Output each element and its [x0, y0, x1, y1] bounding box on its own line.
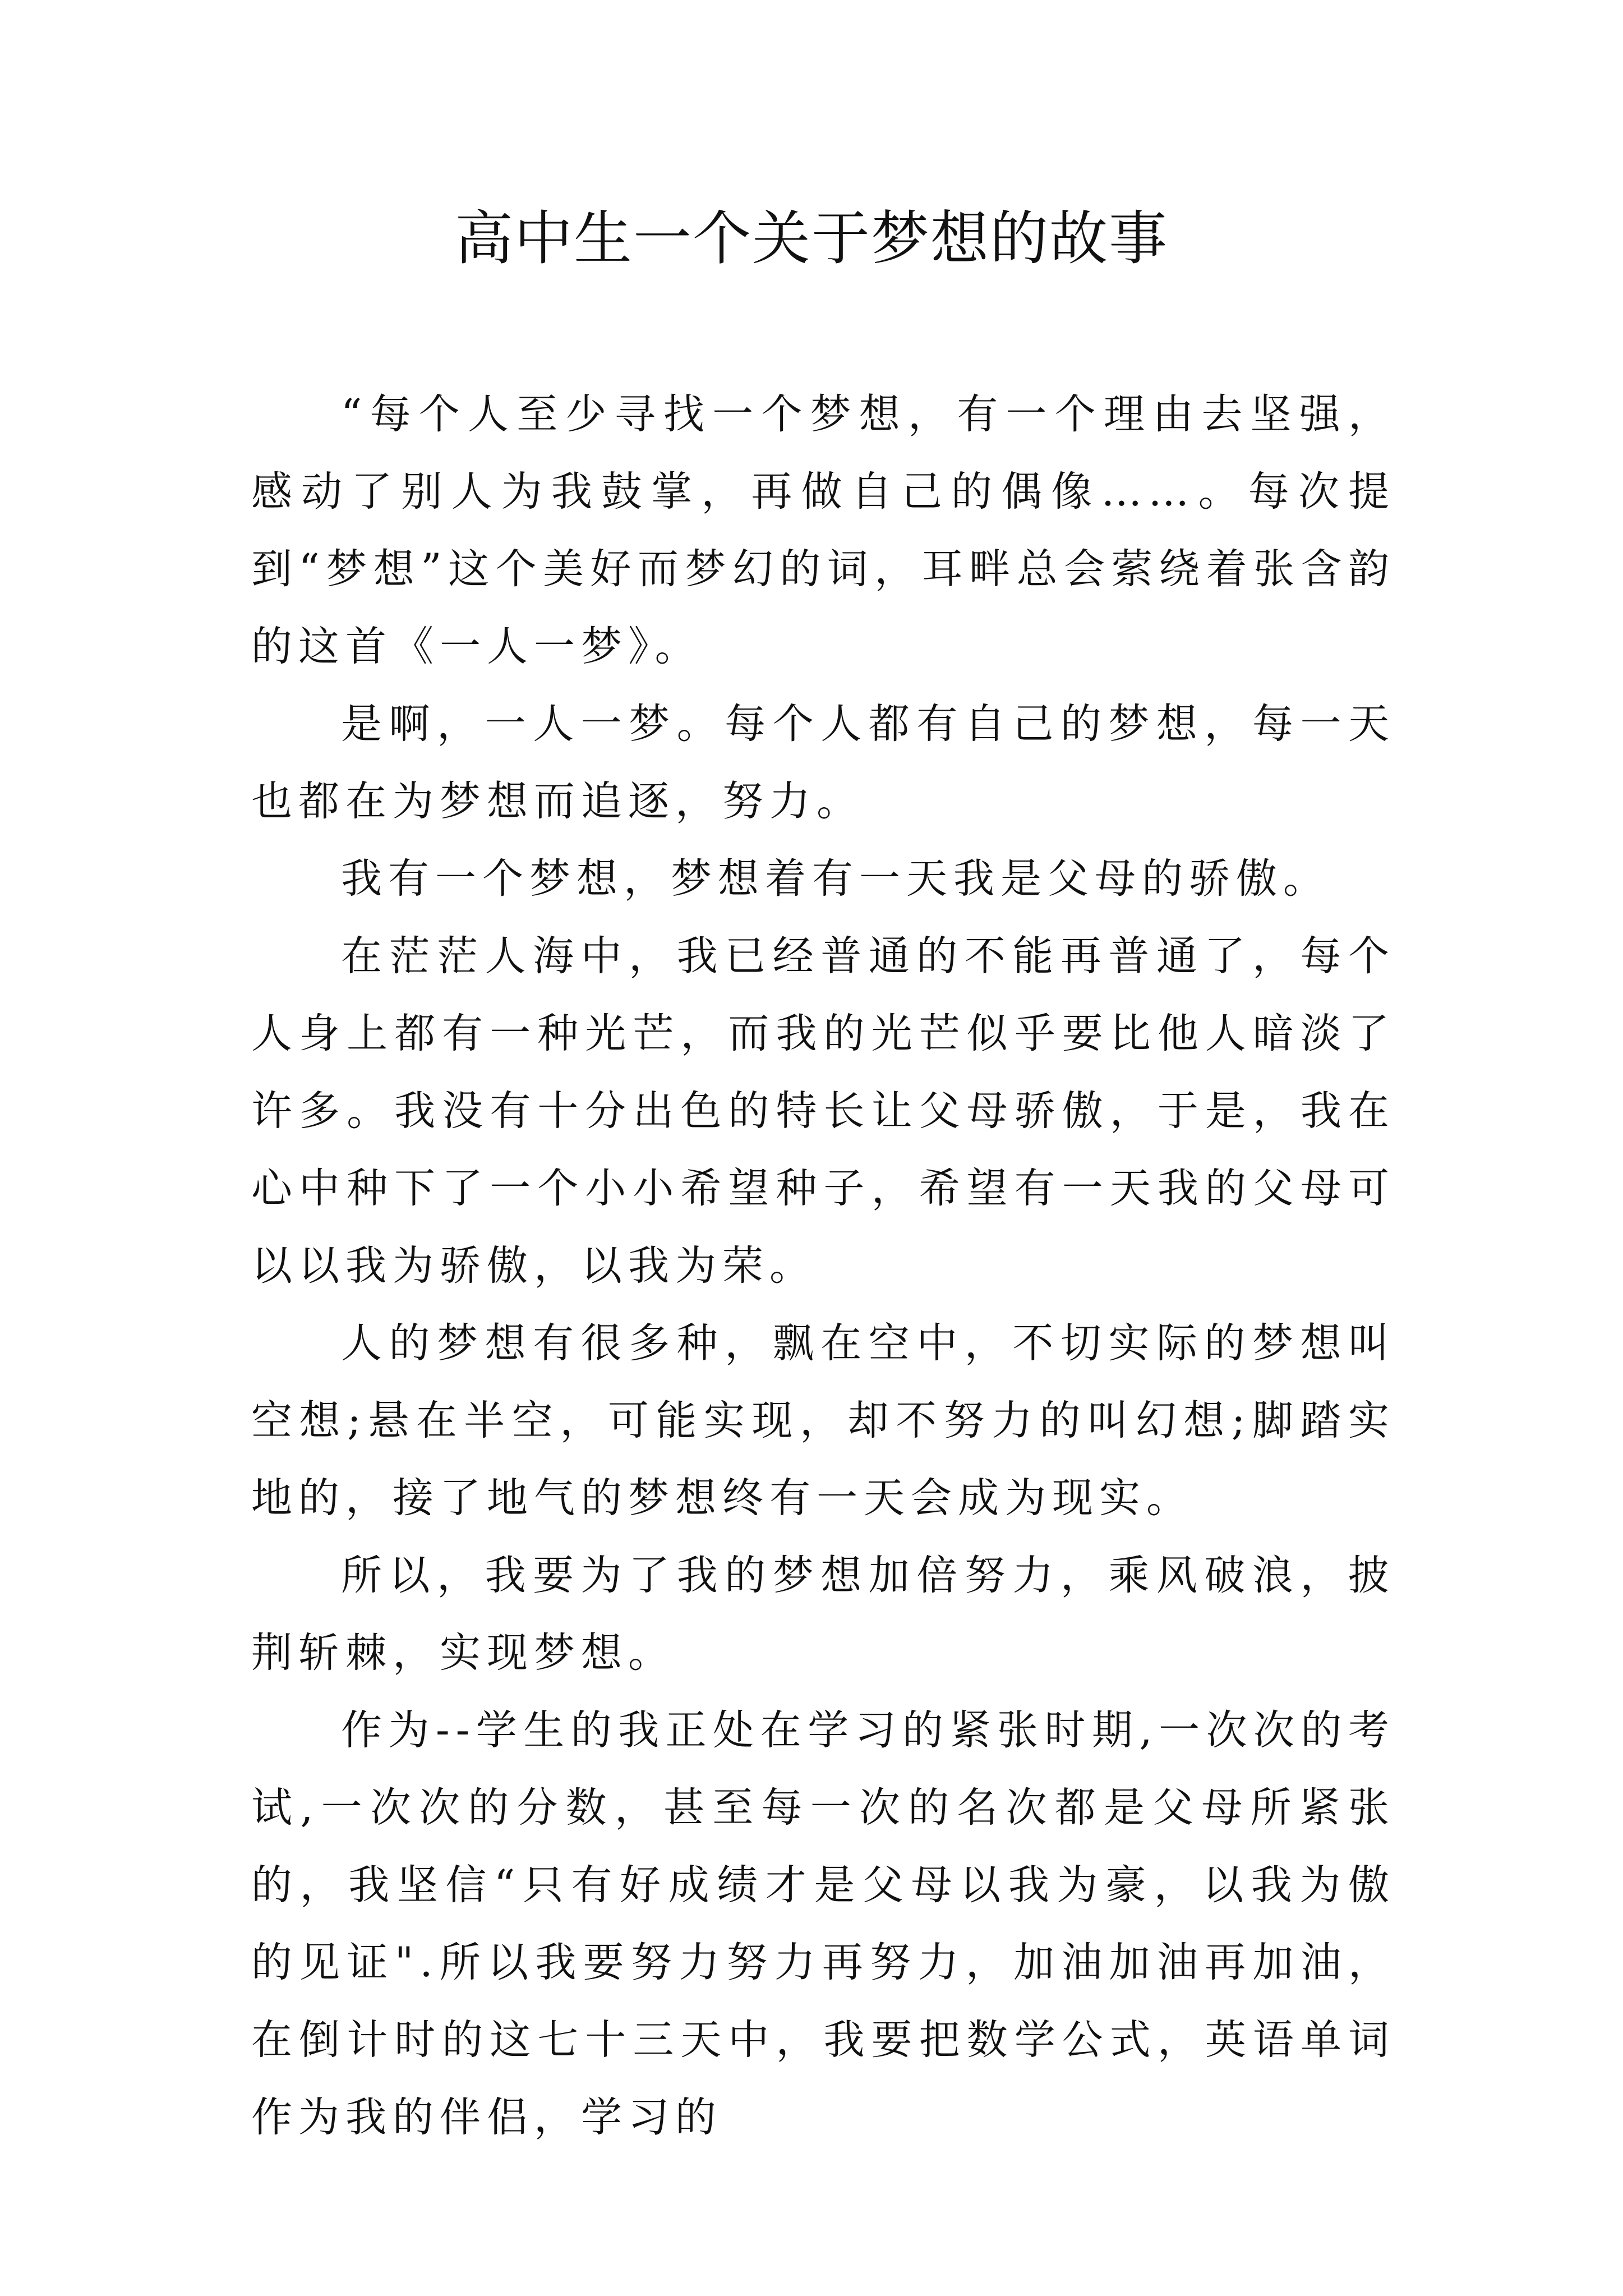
paragraph: 我有一个梦想，梦想着有一天我是父母的骄傲。 — [341, 855, 1330, 903]
paragraph: 所以，我要为了我的梦想加倍努力，乘风破浪，披荆斩棘，实现梦想。 — [251, 1552, 1395, 1677]
paragraph: “每个人至少寻找一个梦想，有一个理由去坚强，感动了别人为我鼓掌，再做自己的偶像……。每次提到“梦想”这个美好而梦幻的词，耳畔总会萦绕着张含韵的这首《一人一梦》。 — [251, 390, 1395, 670]
document-title: 高中生一个关于梦想的故事 — [454, 204, 1168, 273]
paragraph: 在茫茫人海中，我已经普通的不能再普通了，每个人身上都有一种光芒，而我的光芒似乎要比他人暗淡了许多。我没有十分出色的特长让父母骄傲，于是，我在心中种下了一个小小希望种子，希望有一天我的父母可以以我为骄傲，以我为荣。 — [251, 932, 1395, 1290]
paragraph: 是啊，一人一梦。每个人都有自己的梦想，每一天也都在为梦想而追逐，努力。 — [251, 700, 1395, 825]
document-body — [251, 376, 1395, 2156]
paragraph: 作为--学生的我正处在学习的紧张时期,一次次的考试,一次次的分数，甚至每一次的名次都是父母所紧张的，我坚信“只有好成绩才是父母以我为豪，以我为傲的见证".所以我要努力努力再努力，加油加油再加油，在倒计时的这七十三天中，我要把数学公式，英语单词作为我的伴侣，学习的 — [251, 1706, 1395, 2141]
paragraph: 人的梦想有很多种，飘在空中，不切实际的梦想叫空想;悬在半空，可能实现，却不努力的叫幻想;脚踏实地的，接了地气的梦想终有一天会成为现实。 — [251, 1319, 1395, 1522]
